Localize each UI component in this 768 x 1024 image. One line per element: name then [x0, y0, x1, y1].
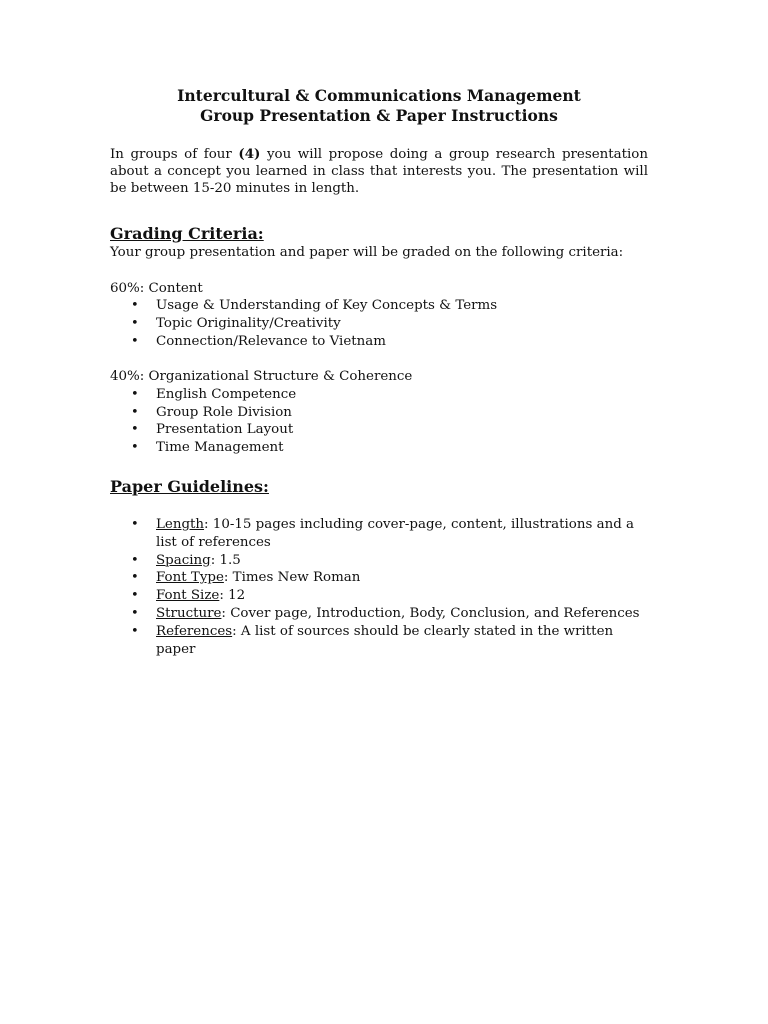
guideline-text: : Cover page, Introduction, Body, Conclusion, and References — [221, 606, 640, 622]
guideline-label: References — [156, 623, 233, 639]
intro-paragraph — [110, 146, 648, 197]
bullet-icon: • — [131, 422, 139, 438]
guideline-text: : 12 — [219, 588, 246, 604]
guideline-label: Font Type — [156, 570, 224, 586]
bullet-icon: • — [131, 440, 139, 456]
bullet-icon: • — [131, 404, 139, 420]
org-criteria-list — [110, 386, 648, 457]
list-item-text: Connection/Relevance to Vietnam — [156, 333, 386, 349]
intro-bold-count: (4) — [238, 146, 261, 162]
guideline-label: Font Size — [156, 588, 220, 604]
title-line-2: Group Presentation & Paper Instructions — [200, 106, 558, 125]
list-item — [110, 333, 648, 351]
bullet-icon: • — [131, 606, 139, 622]
intro-text-before: In groups of four — [110, 147, 239, 162]
bullet-icon: • — [131, 298, 139, 313]
bullet-icon: • — [131, 517, 139, 533]
list-item-text: Presentation Layout — [156, 422, 294, 438]
guideline-label: Structure — [156, 606, 222, 622]
list-item — [110, 569, 648, 587]
list-item — [110, 587, 648, 605]
bullet-icon: • — [131, 552, 139, 568]
bullet-icon: • — [131, 333, 139, 349]
list-item-text: English Competence — [156, 386, 297, 402]
list-item — [110, 404, 648, 422]
content-criteria-header: 60%: Content — [110, 280, 203, 296]
content-criteria-group — [110, 280, 648, 351]
org-criteria-group — [110, 368, 648, 457]
guideline-text: : 10-15 pages including cover-page, content, illustrations and a list of references — [156, 517, 635, 550]
guideline-label: Length — [156, 517, 205, 533]
guideline-text: : A list of sources should be clearly stated in the written paper — [156, 623, 614, 657]
list-item — [110, 623, 648, 659]
guideline-text: : Times New Roman — [223, 570, 361, 586]
list-item — [110, 605, 648, 623]
bullet-icon: • — [131, 386, 139, 402]
list-item — [110, 315, 648, 333]
paper-guidelines-heading: Paper Guidelines: — [110, 477, 269, 497]
intro-text-after: you will propose doing a group research presentation about a concept you learned in class that interests you. The presentation will be between 15-20 minutes in length. — [110, 147, 648, 196]
bullet-icon: • — [131, 315, 139, 331]
org-criteria-header: 40%: Organizational Structure & Coherence — [110, 369, 413, 385]
list-item — [110, 386, 648, 404]
grading-intro: Your group presentation and paper will be graded on the following criteria: — [110, 245, 624, 260]
content-criteria-list — [110, 297, 648, 350]
guideline-text: : 1.5 — [210, 552, 241, 568]
grading-criteria-heading: Grading Criteria: — [110, 224, 264, 243]
bullet-icon: • — [131, 570, 139, 586]
list-item — [110, 421, 648, 439]
list-item-text: Group Role Division — [156, 404, 292, 420]
list-item-text: Time Management — [156, 440, 284, 456]
paper-guidelines-list — [110, 516, 648, 658]
title-line-1: Intercultural & Communications Management — [177, 86, 581, 105]
bullet-icon: • — [131, 588, 139, 604]
list-item — [110, 552, 648, 570]
list-item — [110, 516, 648, 552]
list-item-text: Usage & Understanding of Key Concepts & Terms — [156, 298, 498, 313]
guideline-label: Spacing — [156, 552, 211, 568]
list-item — [110, 297, 648, 315]
list-item — [110, 439, 648, 457]
bullet-icon: • — [131, 623, 139, 639]
list-item-text: Topic Originality/Creativity — [156, 315, 341, 331]
